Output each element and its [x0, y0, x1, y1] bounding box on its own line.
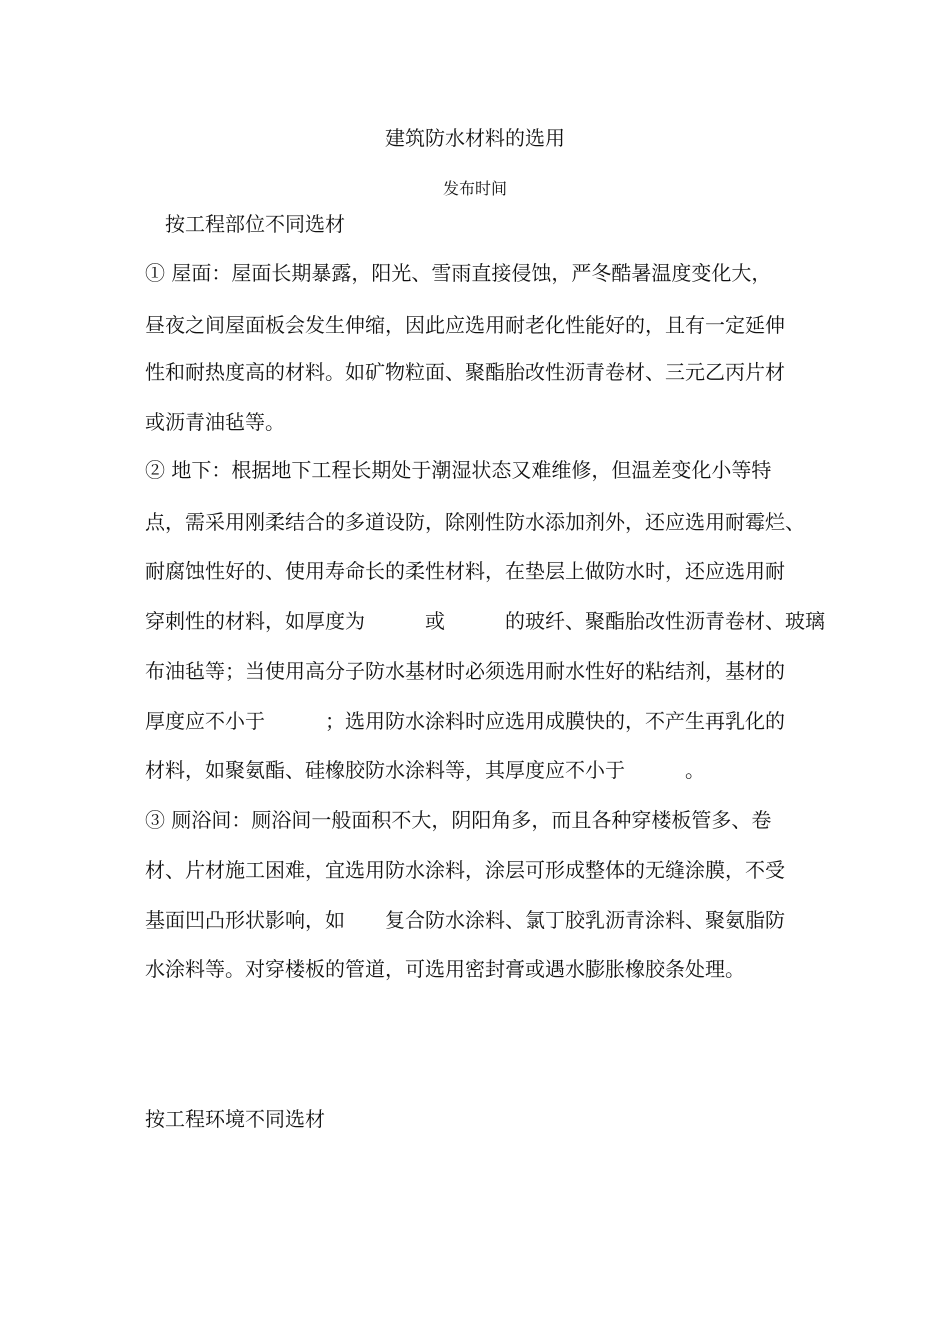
- section-heading-by-environment: 按工程环境不同选材: [145, 1107, 325, 1131]
- body-line: 材料，如聚氨酯、硅橡胶防水涂料等，其厚度应不小于 。: [145, 758, 705, 782]
- body-line: ② 地下：根据地下工程长期处于潮湿状态又难维修，但温差变化小等特: [145, 458, 772, 482]
- body-line: 性和耐热度高的材料。如矿物粒面、聚酯胎改性沥青卷材、三元乙丙片材: [145, 360, 785, 384]
- body-line: 昼夜之间屋面板会发生伸缩，因此应选用耐老化性能好的，且有一定延伸: [145, 313, 785, 337]
- body-line: ③ 厕浴间：厕浴间一般面积不大，阴阳角多，而且各种穿楼板管多、卷: [145, 808, 772, 832]
- section-heading-by-location: 按工程部位不同选材: [165, 212, 345, 236]
- body-line: 点，需采用刚柔结合的多道设防，除刚性防水添加剂外，还应选用耐霉烂、: [145, 510, 805, 534]
- body-line: 耐腐蚀性好的、使用寿命长的柔性材料，在垫层上做防水时，还应选用耐: [145, 559, 785, 583]
- body-line: 布油毡等；当使用高分子防水基材时必须选用耐水性好的粘结剂，基材的: [145, 659, 785, 683]
- body-line: 或沥青油毡等。: [145, 410, 285, 434]
- body-line: 厚度应不小于 ；选用防水涂料时应选用成膜快的，不产生再乳化的: [145, 709, 785, 733]
- publish-date-label: 发布时间: [442, 179, 507, 198]
- body-line: 基面凹凸形状影响，如 复合防水涂料、氯丁胶乳沥青涂料、聚氨脂防: [145, 908, 785, 932]
- body-line: 水涂料等。对穿楼板的管道，可选用密封膏或遇水膨胀橡胶条处理。: [145, 957, 745, 981]
- body-line: 穿刺性的材料，如厚度为 或 的玻纤、聚酯胎改性沥青卷材、玻璃: [145, 609, 825, 633]
- body-line: ① 屋面：屋面长期暴露，阳光、雪雨直接侵蚀，严冬酷暑温度变化大，: [145, 261, 772, 285]
- body-line: 材、片材施工困难，宜选用防水涂料，涂层可形成整体的无缝涂膜，不受: [145, 858, 785, 882]
- document-title: 建筑防水材料的选用: [385, 126, 565, 150]
